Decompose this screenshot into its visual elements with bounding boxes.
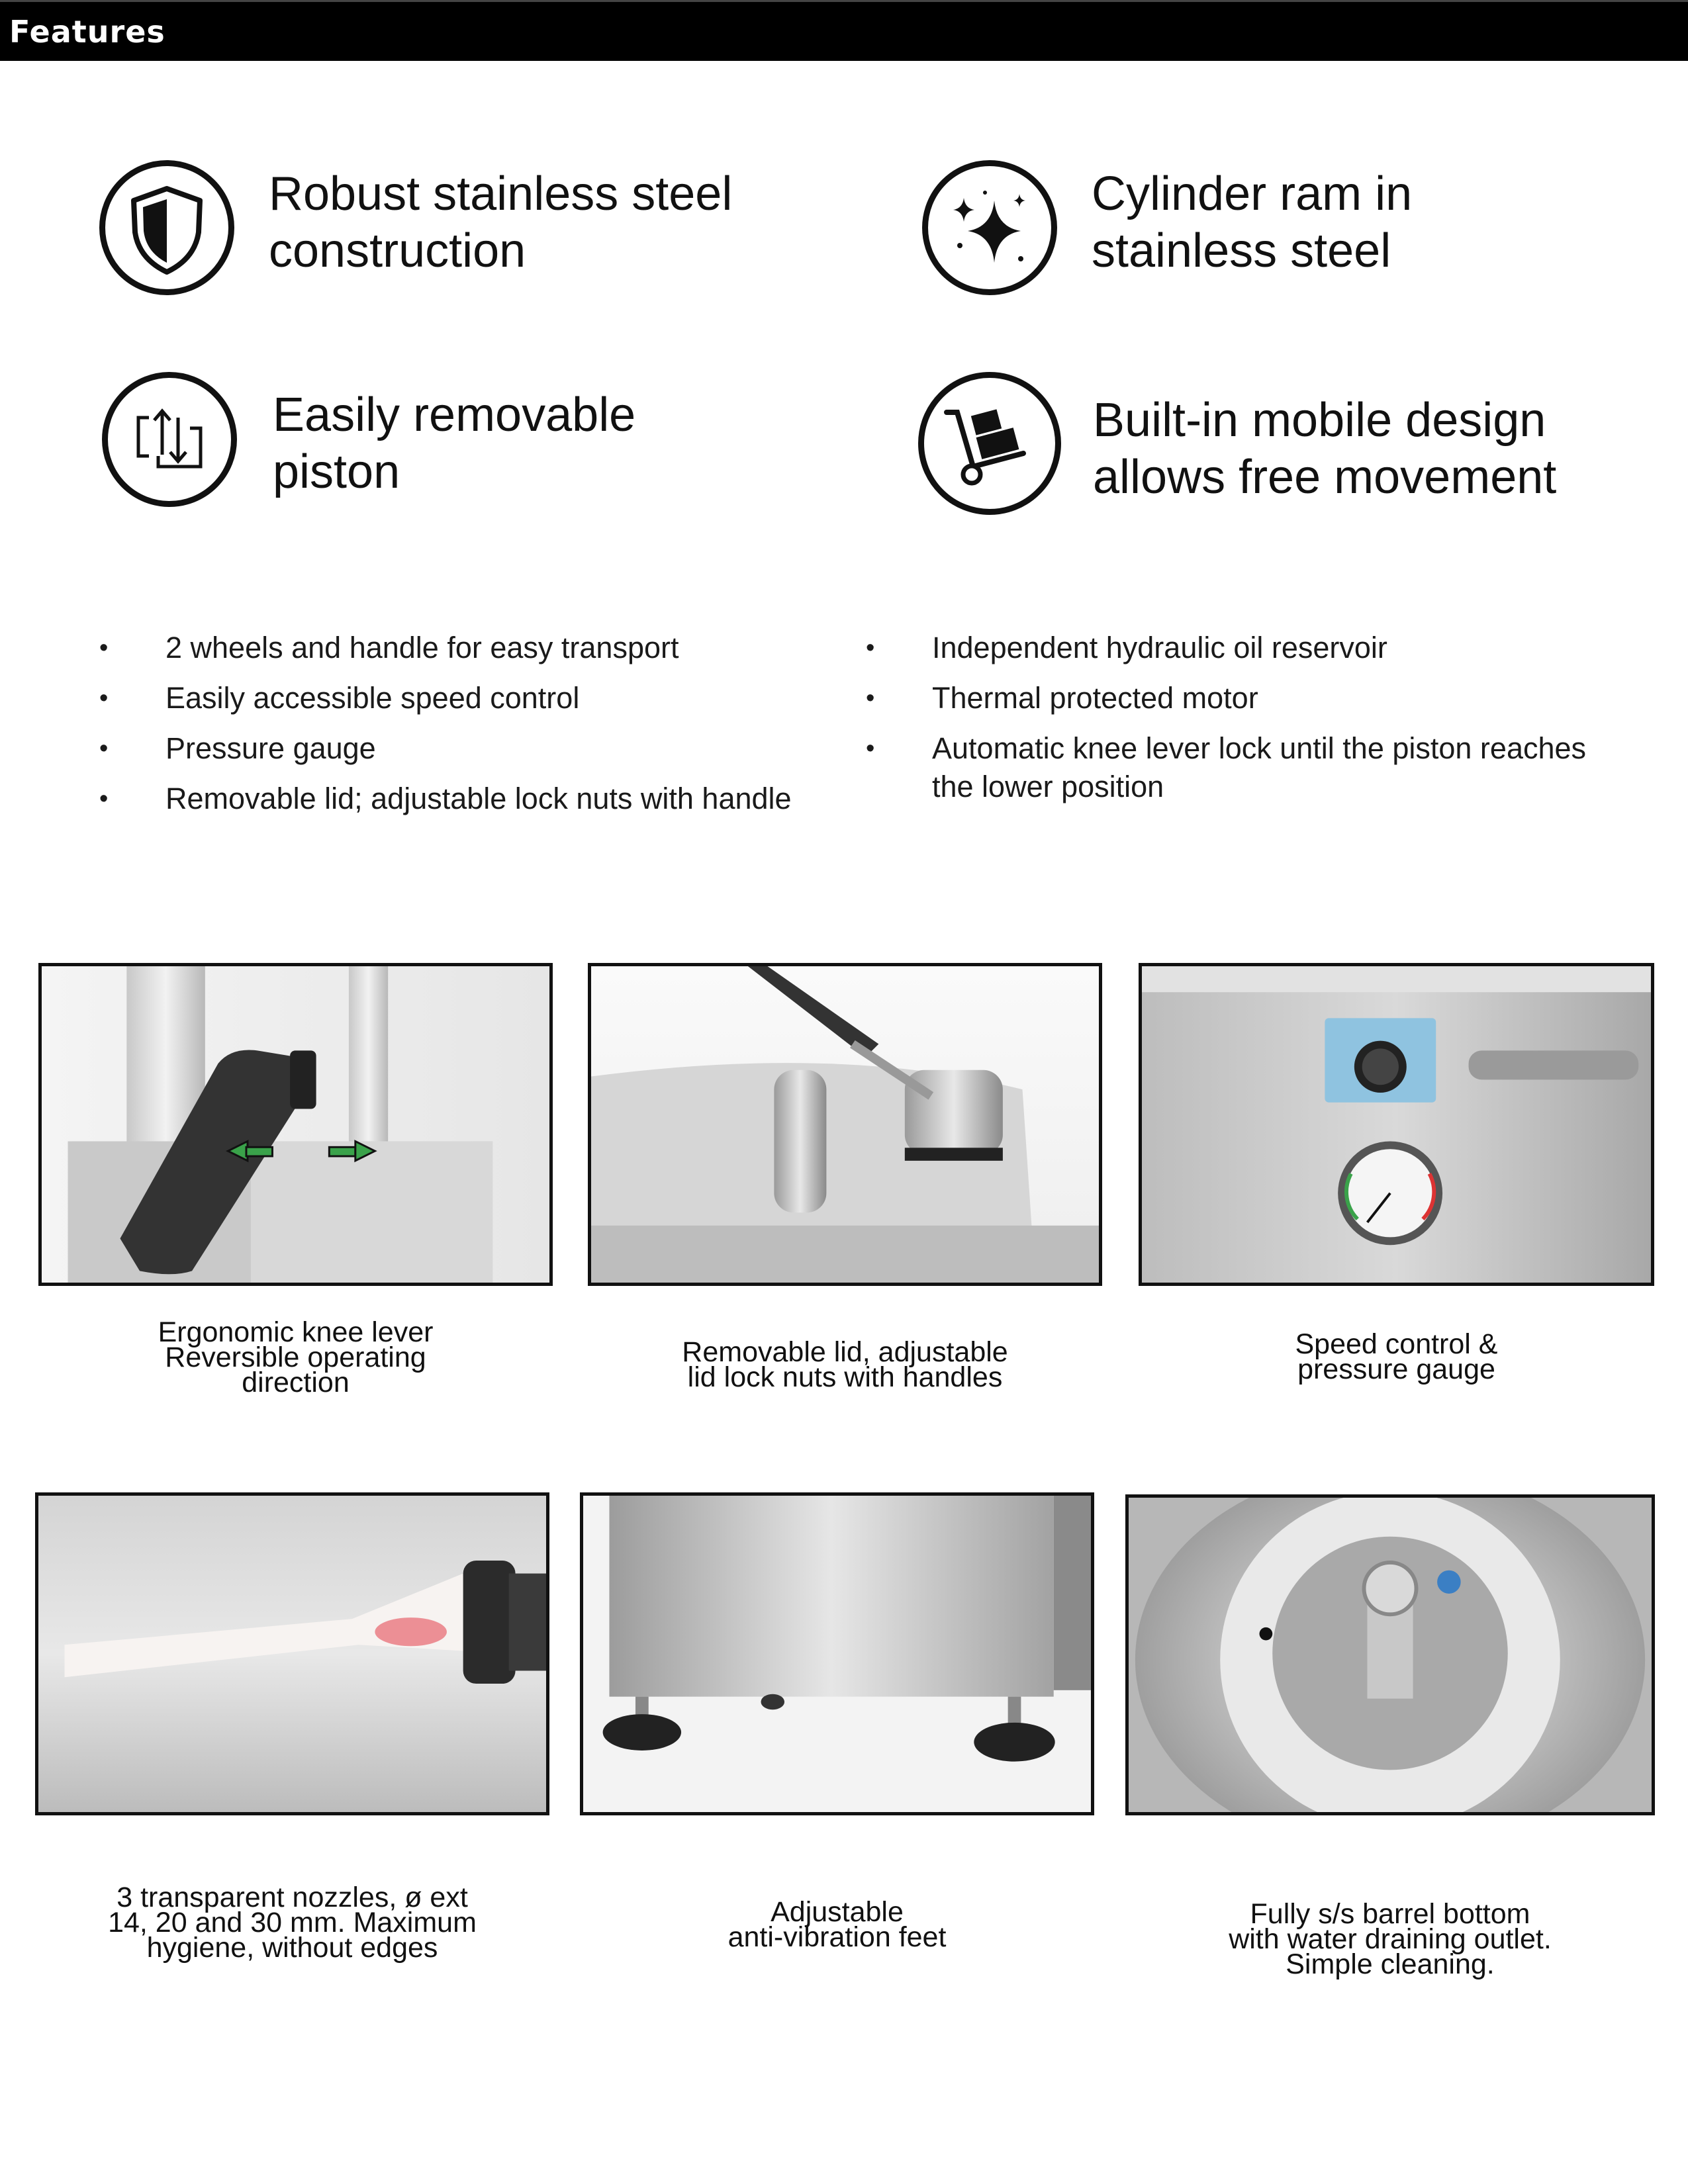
- sparkle-icon: [922, 160, 1057, 295]
- bullet-list-left: [99, 629, 854, 830]
- list-item: • Automatic knee lever lock until the piston reaches the lower position: [866, 729, 1594, 806]
- shield-icon: [99, 160, 234, 295]
- photo-caption: Removable lid, adjustable lid lock nuts with handles: [682, 1336, 1008, 1393]
- section-title: Features: [9, 14, 165, 50]
- section-header-bar: [0, 0, 1688, 61]
- knee-lever-photo: [38, 963, 553, 1286]
- list-item: • Thermal protected motor: [866, 679, 1620, 717]
- lid-lock-nuts-photo: [588, 963, 1102, 1286]
- photo-caption: Ergonomic knee lever Reversible operating direction: [158, 1316, 434, 1398]
- list-item: • Pressure gauge: [99, 729, 854, 768]
- list-item: • 2 wheels and handle for easy transport: [99, 629, 854, 667]
- nozzle-photo: [35, 1492, 549, 1815]
- speed-control-gauge-photo: [1139, 963, 1654, 1286]
- hand-truck-icon: [918, 372, 1061, 515]
- feature-label: Robust stainless steel construction: [269, 167, 733, 277]
- list-item: • Independent hydraulic oil reservoir: [866, 629, 1620, 667]
- feature-label: Easily removable piston: [273, 388, 636, 498]
- feature-label: Cylinder ram in stainless steel: [1092, 167, 1413, 277]
- anti-vibration-feet-photo: [580, 1492, 1094, 1815]
- swap-arrows-icon: [102, 372, 237, 507]
- photo-caption: Fully s/s barrel bottom with water draining outlet. Simple cleaning.: [1229, 1898, 1552, 1980]
- list-item: • Easily accessible speed control: [99, 679, 854, 717]
- photo-caption: Adjustable anti-vibration feet: [727, 1896, 947, 1953]
- list-item: • Removable lid; adjustable lock nuts with handle: [99, 780, 854, 818]
- bullet-list-right: [866, 629, 1620, 818]
- photo-caption: 3 transparent nozzles, ø ext 14, 20 and 30 mm. Maximum hygiene, without edges: [108, 1882, 477, 1964]
- barrel-bottom-photo: [1125, 1494, 1655, 1815]
- feature-label: Built-in mobile design allows free movement: [1093, 394, 1557, 504]
- photo-caption: Speed control & pressure gauge: [1295, 1328, 1498, 1385]
